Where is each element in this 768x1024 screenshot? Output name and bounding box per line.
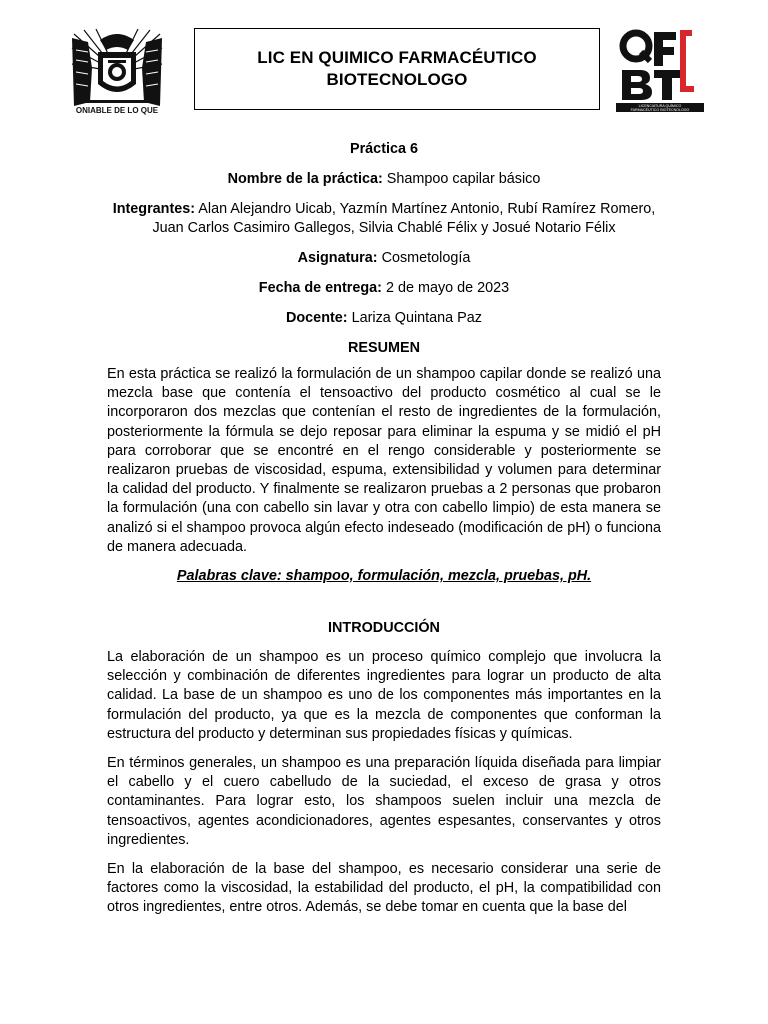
- team-members-value: Alan Alejandro Uicab, Yazmín Martínez Antonio, Rubí Ramírez Romero, Juan Carlos Casimiro Gallegos, Silvia Chablé Félix y Josué Notario Félix: [152, 201, 656, 236]
- teacher-label: Docente:: [286, 310, 348, 326]
- program-title-line-1: LIC EN QUIMICO FARMACÉUTICO: [257, 48, 537, 67]
- qfbt-logo: [614, 26, 706, 112]
- team-members-label: Integrantes:: [112, 201, 196, 217]
- introduction-paragraph-2: En términos generales, un shampoo es una preparación líquida diseñada para limpiar el cabello y el cuero cabelludo de la suciedad, el exceso de grasa y otros contaminantes. Para lograr esto, los shampoos suelen incluir una mezcla de tensoactivos, agentes acondicionadores, agentes espesantes, conservantes y otros ingredientes.: [107, 755, 661, 848]
- university-seal-logo: [70, 28, 164, 116]
- document-header: [66, 24, 706, 120]
- abstract-paragraph: En esta práctica se realizó la formulación de un shampoo capilar donde se realizó una mezcla base que contenía el tensoactivo del producto cosmético al cual se le incorporaron dos mezclas que contenían el resto de ingredientes de la formulación, posteriormente la fórmula se dejo reposar para eliminar la espuma y se midió el pH para corroborar que se encontré en el rengo considerable y posteriormente se realizaron pruebas de viscosidad, espuma, extensibilidad y volumen para determinar la calidad del producto. Y finalmente se realizaron pruebas a 2 personas que probaron la formulación (una con cabello sin lavar y otra con cabello limpio) de esta manera se analizó si el shampoo provoca algún efecto indeseado (modificación de pH) o funciona de manera adecuada.: [107, 366, 661, 555]
- subject-label: Asignatura:: [297, 250, 378, 266]
- introduction-heading: INTRODUCCIÓN: [328, 620, 440, 637]
- subject: [107, 249, 661, 268]
- logo-caption-line-2: FARMACÉUTICO BIOTECNOLOGO: [630, 108, 690, 112]
- introduction-paragraph-1: La elaboración de un shampoo es un proceso químico complejo que involucra la selección y combinación de diferentes ingredientes para lograr un producto de alta calidad. La base de un shampoo es uno de los componentes más importantes en la formulación del producto, ya que es la mezcla de componentes que conforman la estructura del producto y determinan sus propiedades físicas y químicas.: [107, 649, 661, 742]
- practice-name: [107, 170, 661, 189]
- practice-name-value: Shampoo capilar básico: [382, 171, 541, 187]
- teacher-value: Lariza Quintana Paz: [347, 310, 482, 326]
- practice-name-label: Nombre de la práctica:: [227, 171, 383, 187]
- introduction-paragraph-3: En la elaboración de la base del shampoo, es necesario considerar una serie de factores como la viscosidad, la estabilidad del producto, el pH, la compatibilidad con otros ingredientes, entre otros. Además, se debe tomar en cuenta que la base del: [107, 861, 661, 916]
- logo-caption-line-1: LICENCIATURA QUÍMICO: [638, 104, 682, 109]
- seal-text: ONIABLE DE LO QUE: [75, 106, 159, 115]
- due-date: [107, 279, 661, 298]
- practice-number: Práctica 6: [349, 141, 418, 157]
- program-title-box: [194, 28, 600, 110]
- teacher: [107, 309, 661, 328]
- team-members: [107, 200, 661, 238]
- subject-value: Cosmetología: [377, 250, 471, 266]
- due-date-label: Fecha de entrega:: [258, 280, 382, 296]
- keywords: Palabras clave: shampoo, formulación, mezcla, pruebas, pH.: [176, 568, 592, 585]
- due-date-value: 2 de mayo de 2023: [381, 280, 510, 296]
- program-title-line-2: BIOTECNOLOGO: [326, 70, 468, 89]
- document-body: [107, 140, 661, 928]
- abstract-heading: RESUMEN: [348, 340, 420, 356]
